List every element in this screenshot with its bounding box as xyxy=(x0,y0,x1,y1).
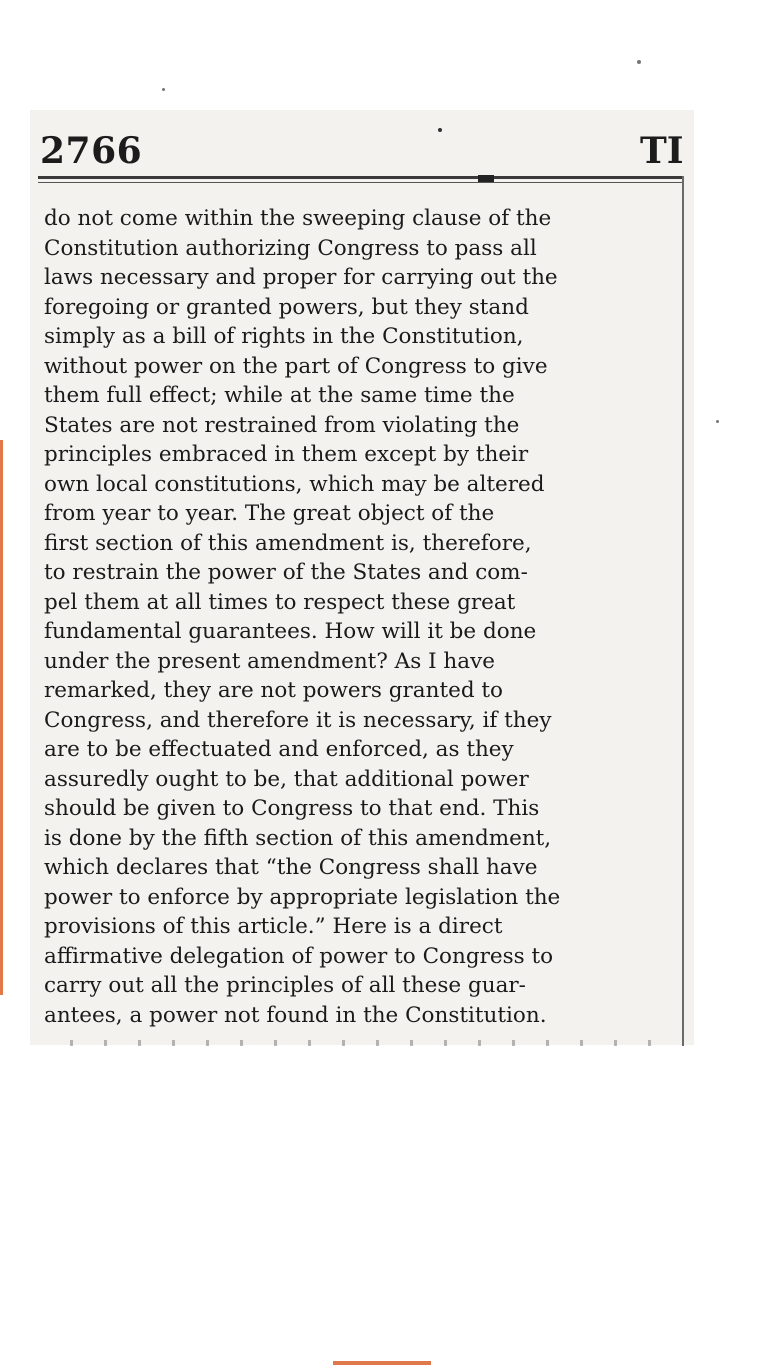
text-line: to restrain the power of the States and com- xyxy=(44,560,528,585)
text-line: provisions of this article.” Here is a direct xyxy=(44,914,503,939)
page-number: 2766 xyxy=(40,130,143,172)
scroll-indicator-left xyxy=(0,440,3,995)
header-rule-mark xyxy=(478,175,494,182)
column-border xyxy=(682,176,684,1046)
text-line: fundamental guarantees. How will it be done xyxy=(44,619,537,644)
text-line: States are not restrained from violating the xyxy=(44,412,520,438)
text-line: is done by the fifth section of this amendment, xyxy=(44,825,552,851)
scan-speck xyxy=(162,88,165,91)
cut-off-text-line xyxy=(70,1040,670,1046)
text-line: which declares that “the Congress shall have xyxy=(44,855,538,880)
text-line: pel them at all times to respect these great xyxy=(44,589,516,615)
text-line: first section of this amendment is, therefore, xyxy=(44,530,532,556)
text-line: Congress, and therefore it is necessary, if they xyxy=(44,707,552,733)
text-line: should be given to Congress to that end. This xyxy=(44,796,540,821)
text-line: remarked, they are not powers granted to xyxy=(44,678,504,703)
article-column xyxy=(44,204,676,1030)
text-line: own local constitutions, which may be altered xyxy=(44,471,545,497)
text-line: assuredly ought to be, that additional power xyxy=(44,766,529,792)
text-line: without power on the part of Congress to give xyxy=(44,353,548,379)
scan-speck xyxy=(716,420,719,423)
newspaper-page-scan xyxy=(30,110,694,1045)
text-line: laws necessary and proper for carrying out the xyxy=(44,265,558,290)
text-line: affirmative delegation of power to Congress to xyxy=(44,943,554,969)
text-line: simply as a bill of rights in the Constitution, xyxy=(44,324,524,349)
text-line: carry out all the principles of all these guar- xyxy=(44,973,526,998)
text-line: do not come within the sweeping clause of the xyxy=(44,206,552,231)
text-line: antees, a power not found in the Constitution. xyxy=(44,1002,547,1028)
header-rule-thin xyxy=(38,182,684,183)
text-line: Constitution authorizing Congress to pass all xyxy=(44,235,537,261)
text-line: foregoing or granted powers, but they stand xyxy=(44,294,529,320)
scan-speck xyxy=(637,60,641,64)
text-line: from year to year. The great object of the xyxy=(44,501,495,526)
text-line: them full effect; while at the same time the xyxy=(44,383,515,408)
running-head: TI xyxy=(640,130,684,172)
text-line: are to be effectuated and enforced, as they xyxy=(44,737,514,762)
ink-speck xyxy=(438,128,442,132)
text-line: power to enforce by appropriate legislation the xyxy=(44,884,561,910)
text-line: principles embraced in them except by their xyxy=(44,442,529,467)
header-rule xyxy=(38,176,684,179)
home-indicator[interactable] xyxy=(333,1361,431,1365)
text-line: under the present amendment? As I have xyxy=(44,648,495,674)
